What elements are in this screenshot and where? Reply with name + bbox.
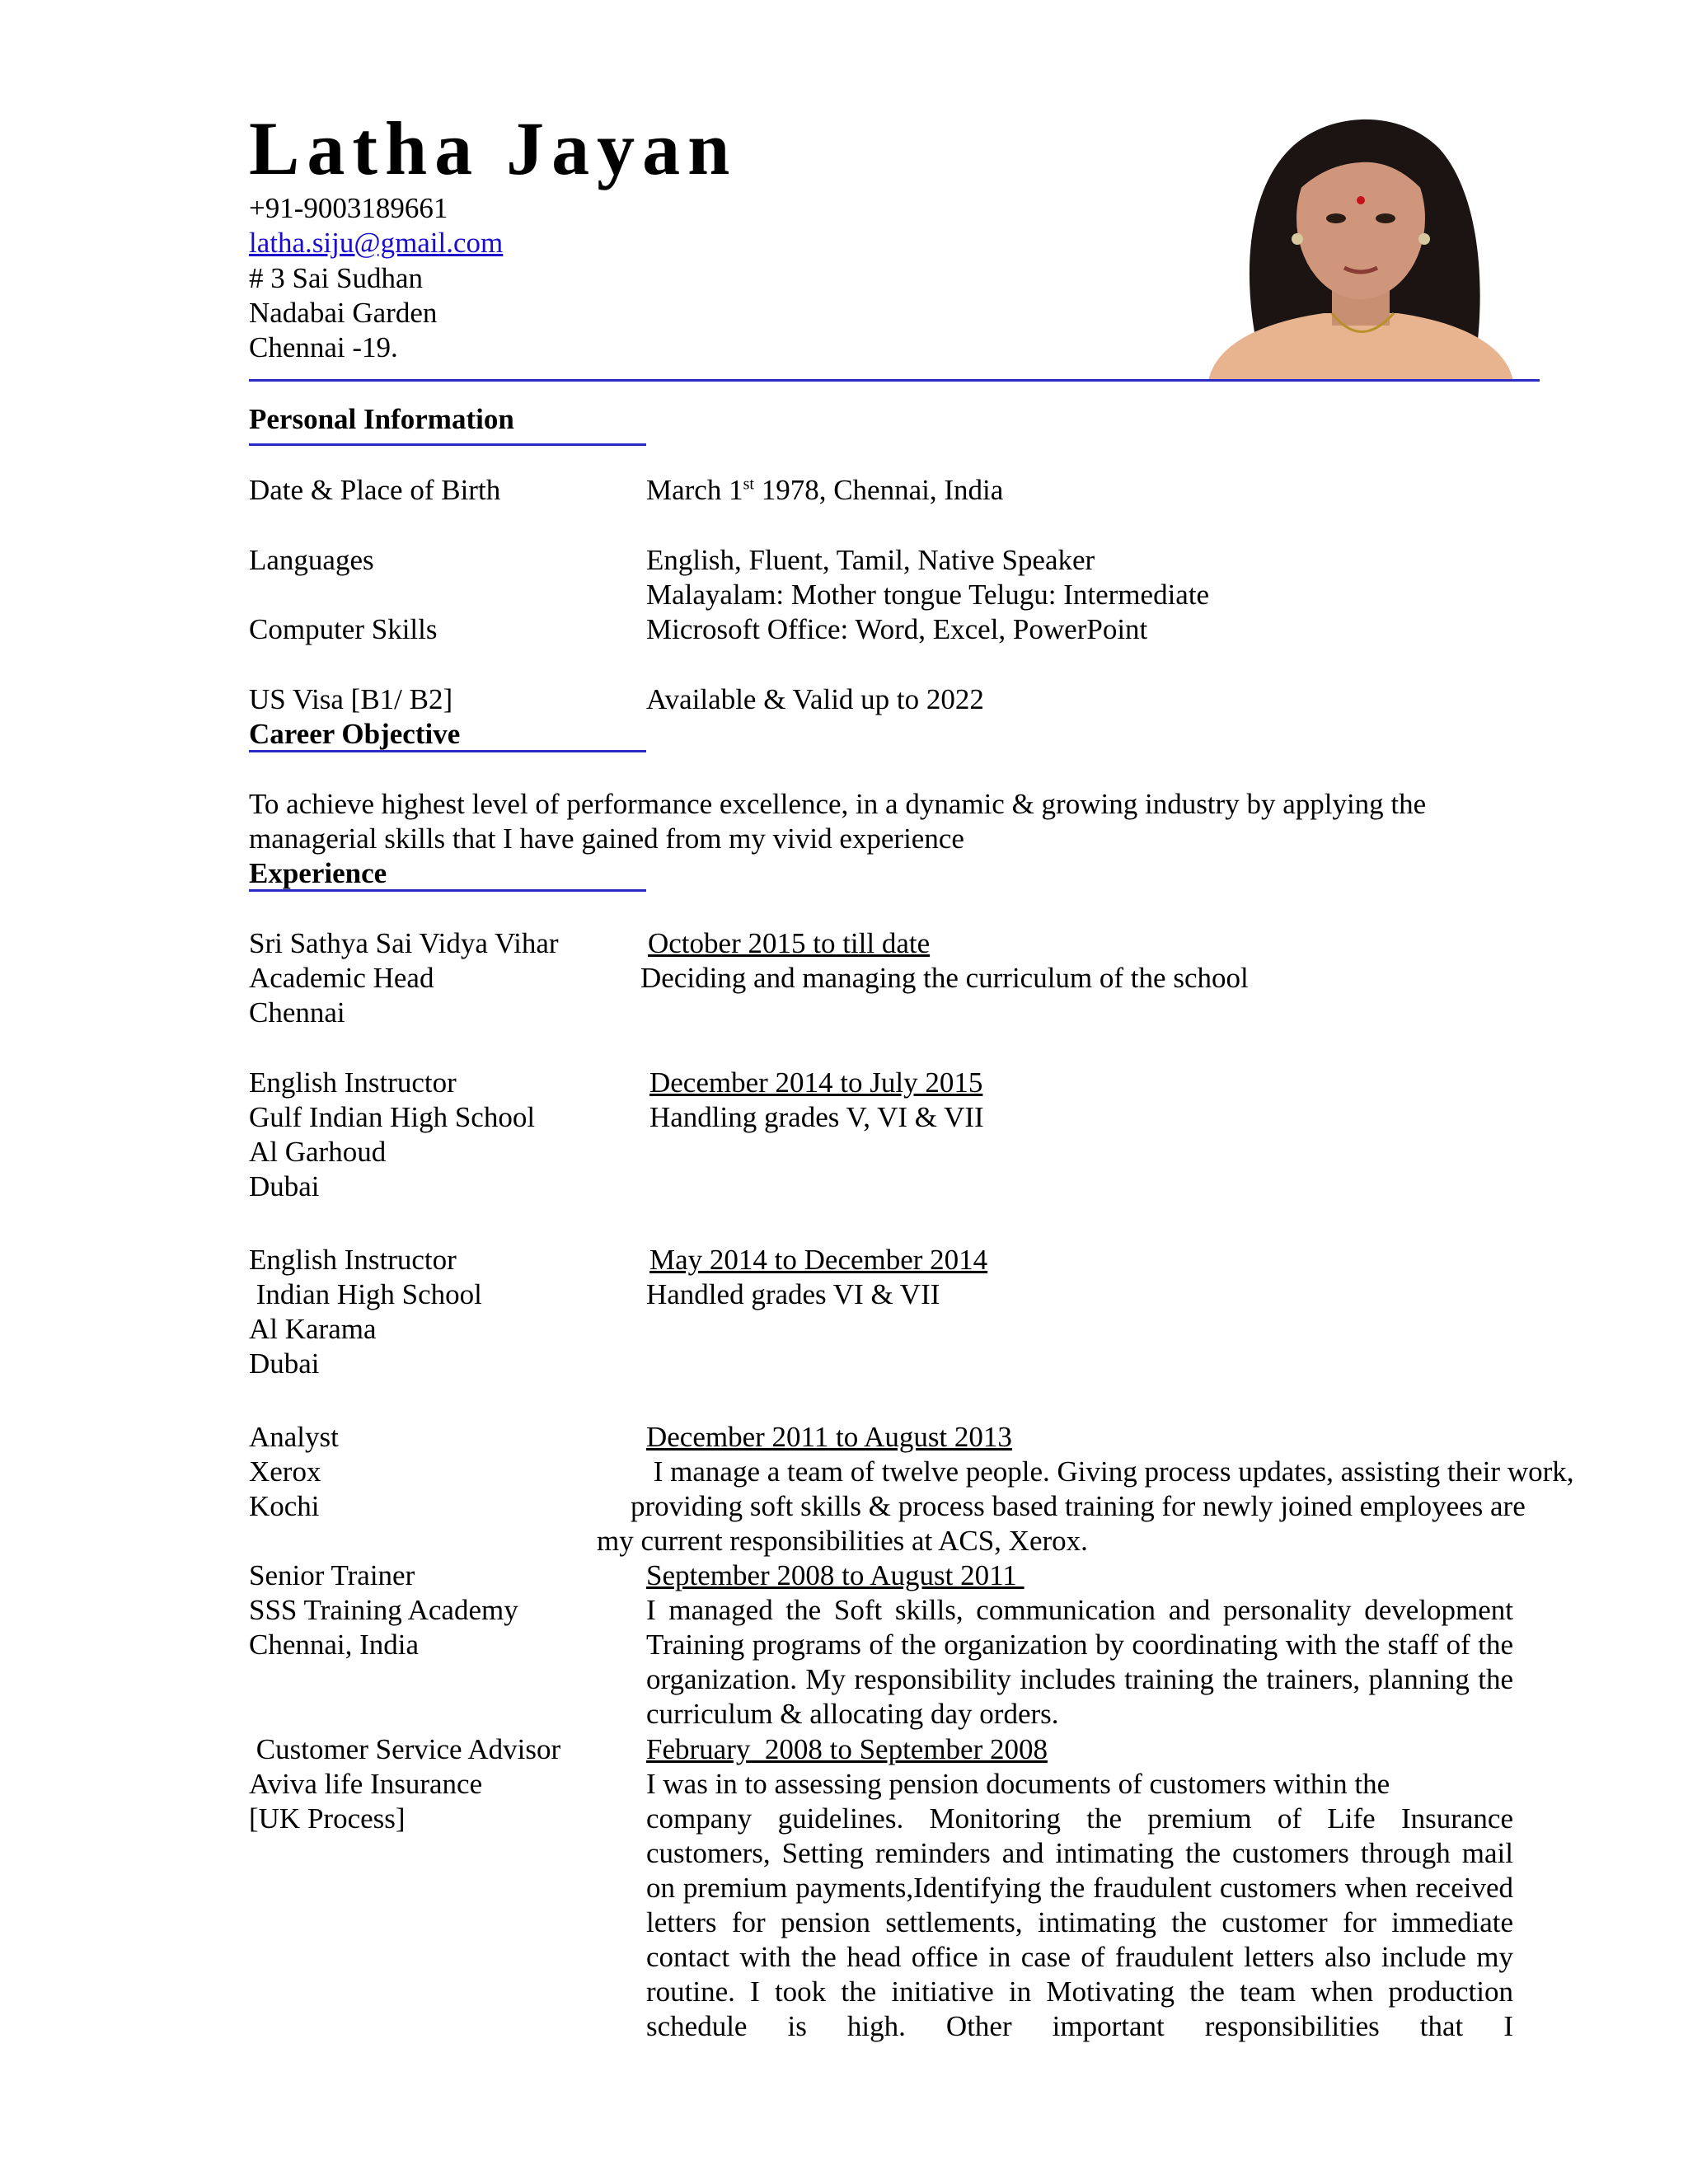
job-3-role: English Instructor (249, 1244, 457, 1276)
experience-heading: Experience (249, 857, 387, 889)
job-2-description: Handling grades V, VI & VII (649, 1101, 984, 1133)
languages-line-1: English, Fluent, Tamil, Native Speaker (646, 544, 1095, 576)
job-6-org: Aviva life Insurance (249, 1768, 483, 1800)
job-5-dates: September 2008 to August 2011 (646, 1559, 1025, 1591)
job-4-description-line-3: my current responsibilities at ACS, Xerox. (597, 1525, 1088, 1557)
email-link[interactable]: latha.siju@gmail.com (249, 227, 504, 259)
job-3-dates: May 2014 to December 2014 (649, 1244, 988, 1276)
job-3-area: Al Karama (249, 1313, 377, 1345)
computer-skills-label: Computer Skills (249, 613, 438, 645)
job-5-role: Senior Trainer (249, 1559, 415, 1591)
job-2-city: Dubai (249, 1170, 320, 1202)
job-4-description-line-2: providing soft skills & process based training for newly joined employees are (631, 1490, 1526, 1522)
address-line-3: Chennai -19. (249, 331, 398, 363)
job-5-location: Chennai, India (249, 1629, 420, 1661)
job-6-role: Customer Service Advisor (249, 1733, 561, 1765)
dob-label: Date & Place of Birth (249, 474, 501, 506)
job-1-location: Chennai (249, 996, 345, 1029)
job-6-process: [UK Process] (249, 1802, 406, 1835)
visa-value: Available & Valid up to 2022 (646, 683, 984, 715)
job-2-area: Al Garhoud (249, 1136, 387, 1168)
visa-label: US Visa [B1/ B2] (249, 683, 453, 715)
job-4-role: Analyst (249, 1421, 339, 1453)
personal-info-heading: Personal Information (249, 403, 514, 435)
job-1-role: Academic Head (249, 962, 434, 994)
personal-info-underline (249, 443, 646, 446)
job-6-description-line-1: I was in to assessing pension documents of customers within the (646, 1768, 1390, 1800)
career-objective-underline (249, 750, 646, 752)
job-1-org: Sri Sathya Sai Vidya Vihar (249, 927, 559, 959)
job-3-org: Indian High School (249, 1278, 482, 1310)
career-objective-heading: Career Objective (249, 718, 461, 750)
job-2-dates: December 2014 to July 2015 (649, 1066, 983, 1099)
job-3-city: Dubai (249, 1347, 320, 1380)
profile-photo (1208, 103, 1513, 381)
computer-skills-value: Microsoft Office: Word, Excel, PowerPoint (646, 613, 1148, 645)
languages-label: Languages (249, 544, 374, 576)
address-line-2: Nadabai Garden (249, 297, 438, 329)
phone-number: +91-9003189661 (249, 192, 448, 224)
address-line-1: # 3 Sai Sudhan (249, 262, 423, 294)
job-4-dates: December 2011 to August 2013 (646, 1421, 1012, 1453)
job-6-dates: February 2008 to September 2008 (646, 1733, 1048, 1765)
job-1-dates: October 2015 to till date (648, 927, 931, 959)
job-3-description: Handled grades VI & VII (646, 1278, 940, 1310)
career-objective-line-2: managerial skills that I have gained from my vivid experience (249, 823, 964, 855)
job-4-description-line-1: I manage a team of twelve people. Giving process updates, assisting their work, (646, 1455, 1574, 1488)
job-6-description: company guidelines. Monitoring the premium of Life Insurance customers, Setting reminders and intimating the customers through mail on premium payments,Identifying the fraudulent customers when received letters for pension settlements, intimating the customer for immediate contact with the head office in case of fraudulent letters also include my routine. I took the initiative in Motivating the team when production schedule is high. Other important responsibilities that I (646, 1802, 1513, 2042)
job-2-org: Gulf Indian High School (249, 1101, 536, 1133)
job-5-description: I managed the Soft skills, communication and personality development Training programs of the organization by coordinating with the staff of the organization. My responsibility includes training the trainers, planning the curriculum & allocating day orders. (646, 1594, 1513, 1730)
header-divider (249, 379, 1540, 382)
dob-value: March 1st 1978, Chennai, India (646, 474, 1004, 506)
candidate-name: Latha Jayan (249, 106, 738, 190)
job-2-role: English Instructor (249, 1066, 457, 1099)
experience-underline (249, 889, 646, 892)
job-5-org: SSS Training Academy (249, 1594, 518, 1626)
job-4-city: Kochi (249, 1490, 320, 1522)
job-4-org: Xerox (249, 1455, 321, 1488)
job-1-description: Deciding and managing the curriculum of the school (640, 962, 1249, 994)
career-objective-line-1: To achieve highest level of performance excellence, in a dynamic & growing industry by applying the (249, 788, 1427, 820)
languages-line-2: Malayalam: Mother tongue Telugu: Intermediate (646, 579, 1210, 611)
